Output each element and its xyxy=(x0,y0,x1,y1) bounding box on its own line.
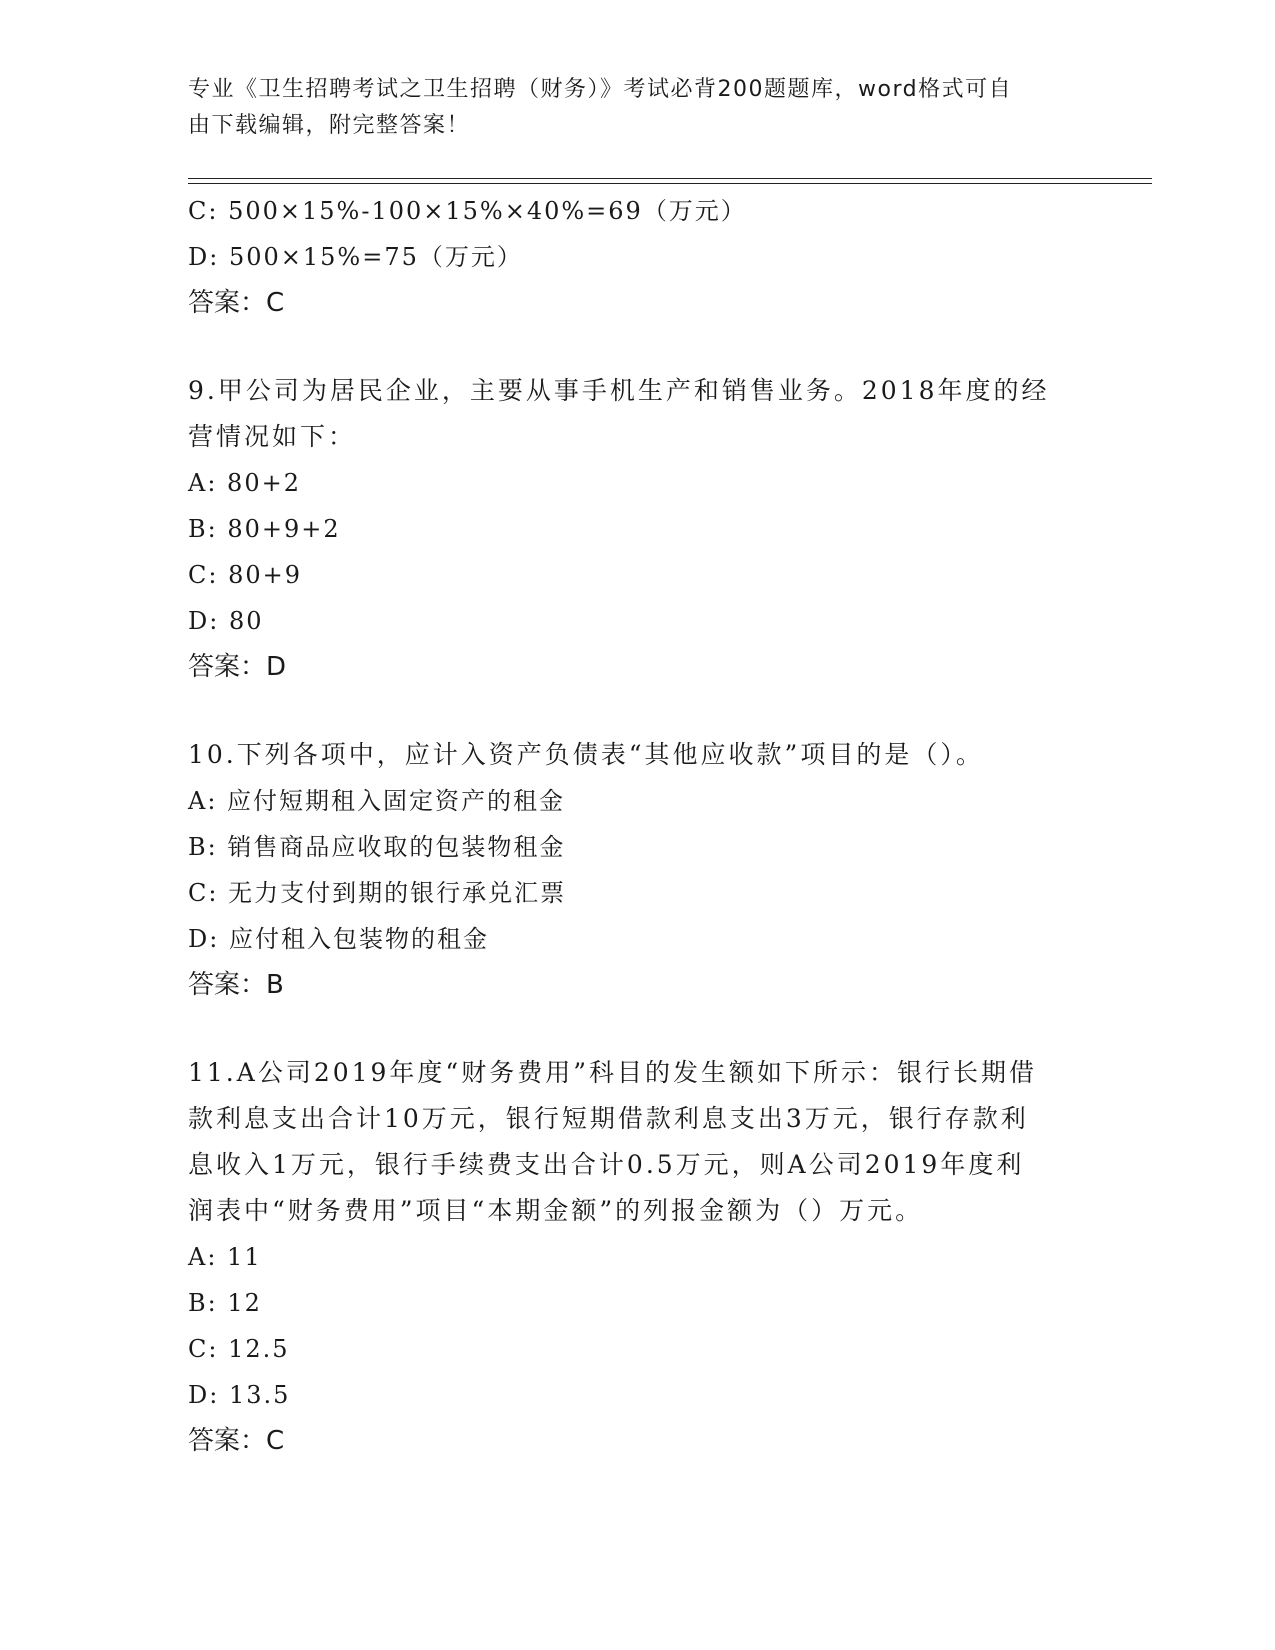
spacer xyxy=(188,326,1088,368)
q11-option-b: B: 12 xyxy=(188,1289,262,1317)
q9-option-d: D: 80 xyxy=(188,607,264,635)
q9-answer: 答案：D xyxy=(188,652,287,682)
q9-option-a: A: 80+2 xyxy=(188,469,301,497)
q9-option-c: C: 80+9 xyxy=(188,561,302,589)
q8-option-c: C: 500×15%-100×15%×40%=69（万元） xyxy=(188,197,747,225)
q8-answer: 答案：C xyxy=(188,288,285,318)
q11-option-d: D: 13.5 xyxy=(188,1381,291,1409)
q11-stem-line-1: 11.A公司2019年度“财务费用”科目的发生额如下所示：银行长期借 xyxy=(188,1058,1037,1087)
question-8 xyxy=(188,188,1088,326)
q11-option-c: C: 12.5 xyxy=(188,1335,290,1363)
question-10 xyxy=(188,732,1088,1008)
spacer xyxy=(188,1008,1088,1050)
q9-stem-line-1: 9.甲公司为居民企业，主要从事手机生产和销售业务。2018年度的经 xyxy=(188,376,1050,405)
q11-stem xyxy=(188,1050,1068,1234)
q10-option-d: D: 应付租入包装物的租金 xyxy=(188,925,489,953)
q10-option-c: C: 无力支付到期的银行承兑汇票 xyxy=(188,879,567,907)
question-9 xyxy=(188,368,1088,690)
q11-answer: 答案：C xyxy=(188,1426,285,1456)
q9-stem xyxy=(188,368,1068,460)
header-line-2: 由下载编辑，附完整答案！ xyxy=(188,113,471,138)
question-content xyxy=(188,188,1088,1464)
q9-stem-line-2: 营情况如下： xyxy=(188,422,357,451)
q11-option-a: A: 11 xyxy=(188,1243,262,1271)
q11-stem-line-4: 润表中“财务费用”项目“本期金额”的列报金额为（）万元。 xyxy=(188,1196,924,1225)
q10-answer: 答案：B xyxy=(188,970,284,1000)
header-line-1: 专业《卫生招聘考试之卫生招聘（财务）》考试必背200题题库，word格式可自 xyxy=(188,77,1013,102)
q8-option-d: D: 500×15%=75（万元） xyxy=(188,243,523,271)
q10-option-b: B: 销售商品应收取的包装物租金 xyxy=(188,833,566,861)
q10-stem: 10.下列各项中，应计入资产负债表“其他应收款”项目的是（）。 xyxy=(188,740,984,769)
spacer xyxy=(188,690,1088,732)
q11-stem-line-3: 息收入1万元，银行手续费支出合计0.5万元，则A公司2019年度利 xyxy=(188,1150,1025,1179)
header-rule-top xyxy=(188,178,1152,179)
q11-stem-line-2: 款利息支出合计10万元，银行短期借款利息支出3万元，银行存款利 xyxy=(188,1104,1029,1133)
q10-option-a: A: 应付短期租入固定资产的租金 xyxy=(188,787,566,815)
header-rule-bottom xyxy=(188,183,1152,184)
question-11 xyxy=(188,1050,1088,1464)
q9-option-b: B: 80+9+2 xyxy=(188,515,341,543)
document-header xyxy=(188,72,1068,144)
